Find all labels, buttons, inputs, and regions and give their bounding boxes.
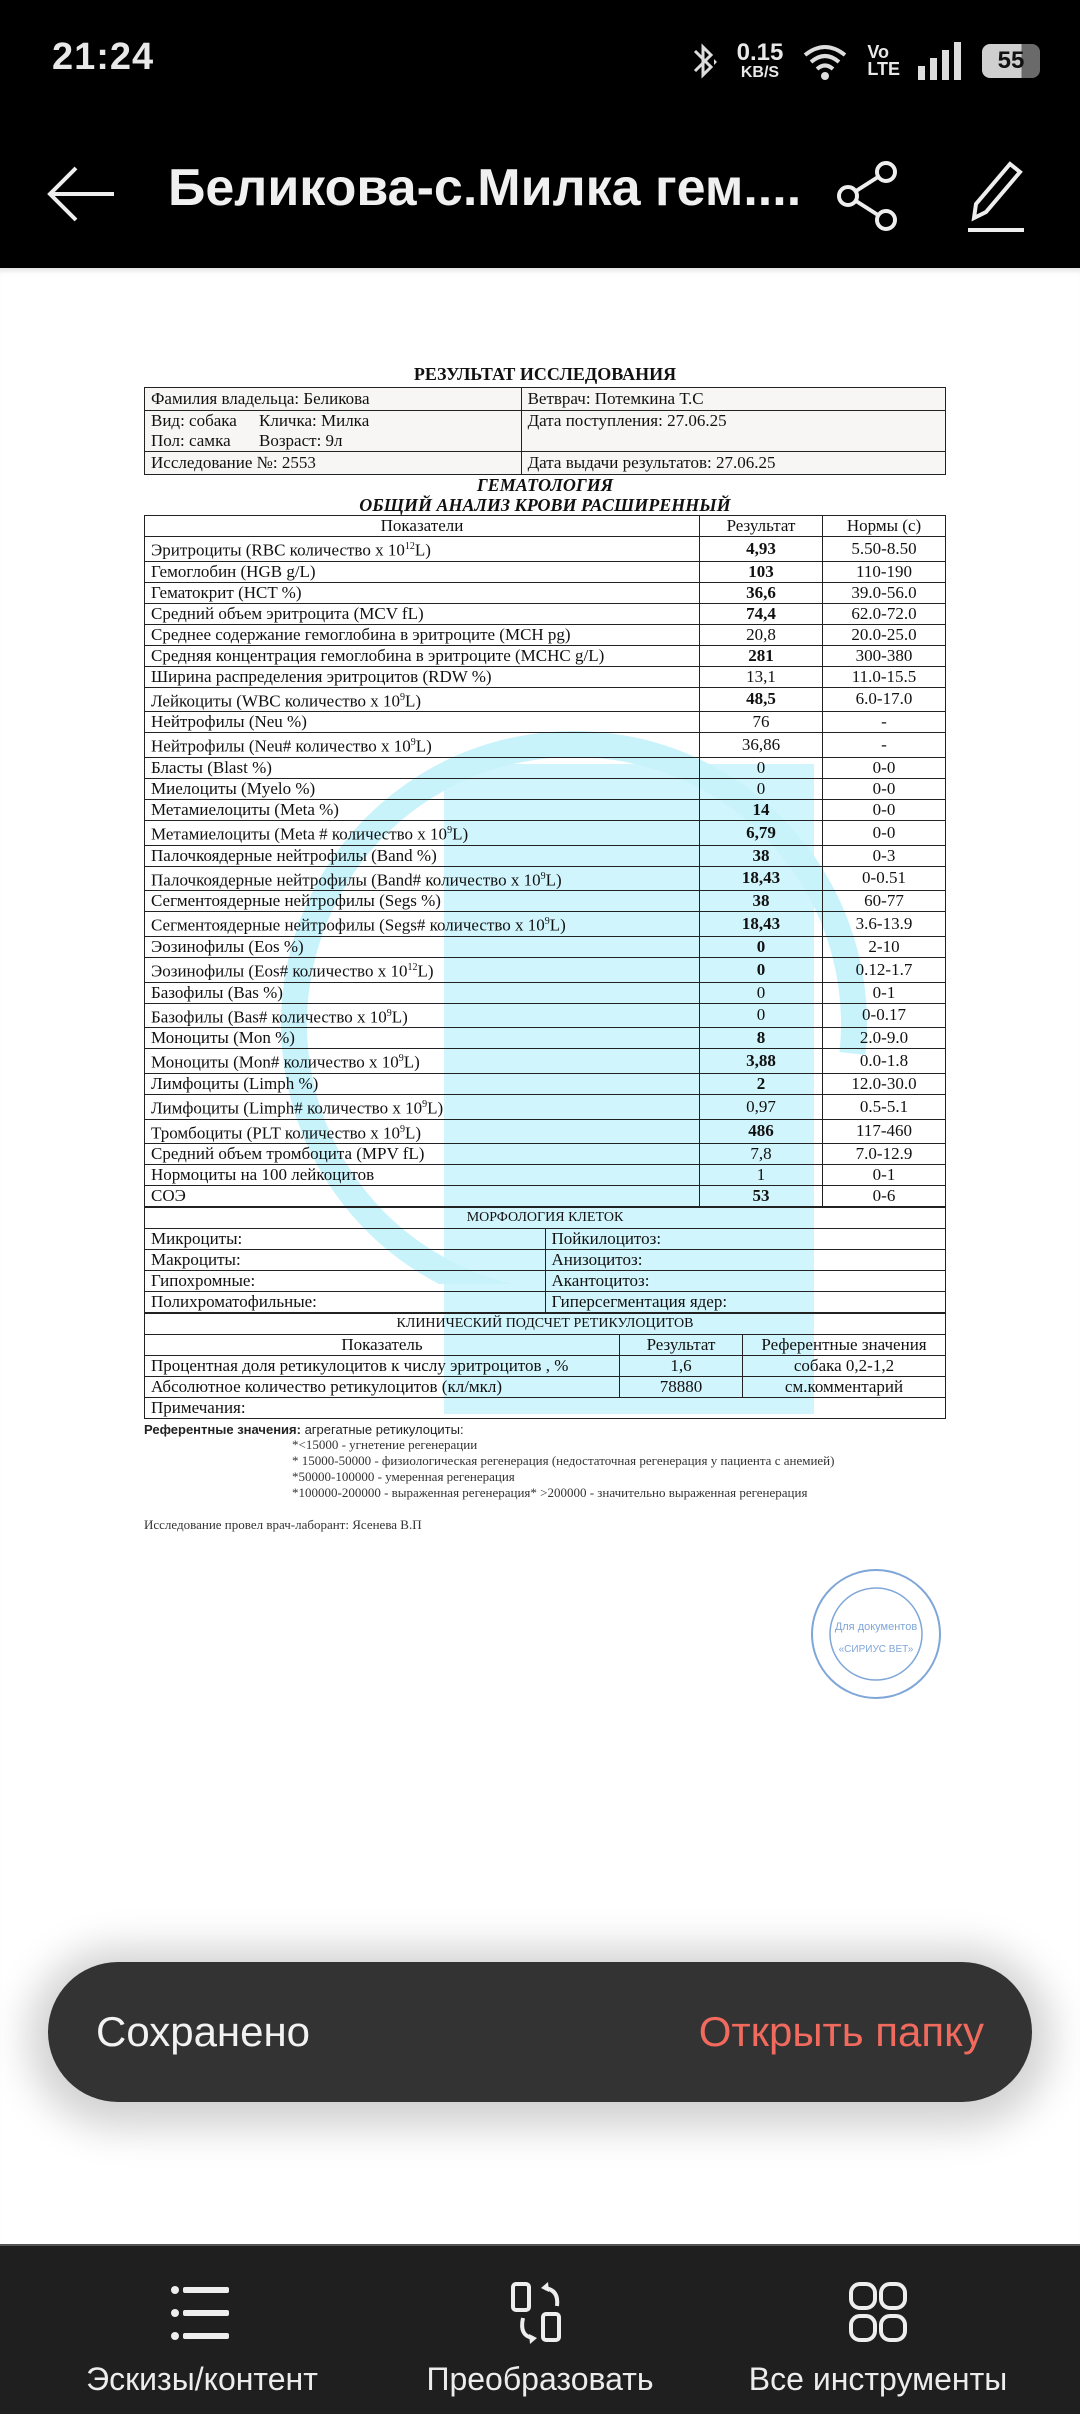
lab-indicator: [145, 757, 700, 778]
unit-exponent: 9: [398, 1053, 404, 1065]
volte-indicator: [867, 41, 900, 79]
indicator-text: Палочкоядерные нейтрофилы (Band %): [151, 845, 437, 865]
indicator-text: Бласты (Blast %): [151, 757, 272, 777]
morphology-field: Гипохромные:: [145, 1271, 546, 1292]
unit-suffix: L): [415, 736, 432, 756]
lab-norm: 5.50-8.50: [823, 537, 946, 562]
network-speed: [736, 39, 784, 81]
indicator-text: Метамиелоциты (Meta # количество х 10: [151, 824, 448, 844]
morphology-title: МОРФОЛОГИЯ КЛЕТОК: [145, 1208, 946, 1229]
remarks-label: Примечания:: [145, 1398, 946, 1419]
unit-suffix: L): [549, 915, 566, 935]
lab-result: 486: [700, 1119, 823, 1144]
lab-row: [145, 982, 946, 1003]
lab-indicator: [145, 1119, 700, 1144]
lab-row: [145, 1028, 946, 1049]
back-button[interactable]: [46, 162, 118, 226]
unit-suffix: L): [417, 961, 434, 981]
lab-result: 2: [700, 1073, 823, 1094]
lab-indicator: [145, 936, 700, 957]
lab-indicator: [145, 845, 700, 866]
unit-suffix: L): [545, 870, 562, 890]
lab-norm: 0-0: [823, 778, 946, 799]
morphology-field: Гиперсегментация ядер:: [545, 1292, 946, 1313]
reticulocyte-table: [144, 1313, 946, 1419]
retic-indicator: Абсолютное количество ретикулоцитов (кл/мкл): [145, 1377, 620, 1398]
lab-row: [145, 891, 946, 912]
lab-row: [145, 1094, 946, 1119]
saved-toast: [48, 1962, 1032, 2102]
lab-norm: 0-1: [823, 1165, 946, 1186]
indicator-text: Лимфоциты (Limph %): [151, 1073, 319, 1093]
indicator-text: Нейтрофилы (Neu# количество х 10: [151, 736, 411, 756]
network-speed-value: 0.15: [736, 39, 784, 66]
lab-norm: 2-10: [823, 936, 946, 957]
lab-indicator: [145, 733, 700, 758]
lab-result: 18,43: [700, 912, 823, 937]
morphology-row: [145, 1292, 946, 1313]
indicator-text: Средний объем тромбоцита (MPV fL): [151, 1144, 425, 1164]
lab-row: [145, 957, 946, 982]
lab-indicator: [145, 799, 700, 820]
sex-field: Пол: самка: [151, 431, 231, 450]
reference-label: Референтные значения:: [144, 1422, 301, 1438]
lab-indicator: [145, 891, 700, 912]
arrow-left-icon: [50, 168, 114, 220]
app-bar: [0, 120, 1080, 268]
lab-indicator: [145, 712, 700, 733]
status-icons: [689, 38, 1040, 84]
retic-row: [145, 1356, 946, 1377]
status-time: 21:24: [52, 36, 155, 78]
lab-result: 6,79: [700, 820, 823, 845]
edit-button[interactable]: [966, 158, 1026, 234]
indicator-text: Нормоциты на 100 лейкоцитов: [151, 1165, 375, 1185]
lab-result: 281: [700, 645, 823, 666]
unit-suffix: L): [405, 691, 422, 711]
indicator-text: Эозинофилы (Eos %): [151, 936, 304, 956]
retic-indicator: Процентная доля ретикулоцитов к числу эритроцитов , %: [145, 1356, 620, 1377]
indicator-text: Среднее содержание гемоглобина в эритроците (MCH pg): [151, 624, 571, 644]
lab-norm: 0-0.17: [823, 1003, 946, 1028]
lab-norm: 39.0-56.0: [823, 582, 946, 603]
convert-icon: [505, 2282, 575, 2344]
lab-norm: 0.0-1.8: [823, 1049, 946, 1074]
lab-norm: -: [823, 733, 946, 758]
lab-row: [145, 687, 946, 712]
lab-result: 8: [700, 1028, 823, 1049]
unit-suffix: L): [427, 1098, 444, 1118]
issued-date: Дата выдачи результатов: 27.06.25: [521, 452, 945, 475]
indicator-text: Базофилы (Bas %): [151, 982, 283, 1002]
reference-line: *50000-100000 - умеренная регенерация: [292, 1469, 515, 1485]
lab-indicator: [145, 820, 700, 845]
lab-indicator: [145, 645, 700, 666]
indicator-text: Средний объем эритроцита (MCV fL): [151, 603, 424, 623]
lab-result: 38: [700, 845, 823, 866]
lab-norm: 2.0-9.0: [823, 1028, 946, 1049]
lab-result: 0: [700, 982, 823, 1003]
lab-norm: 20.0-25.0: [823, 624, 946, 645]
lab-row: [145, 1049, 946, 1074]
lab-norm: 0-0: [823, 820, 946, 845]
lab-indicator: [145, 1186, 700, 1207]
lab-indicator: [145, 561, 700, 582]
lab-norm: 0-0: [823, 757, 946, 778]
open-folder-button[interactable]: Открыть папку: [698, 2008, 984, 2055]
lab-result: 0: [700, 957, 823, 982]
indicator-text: Моноциты (Mon %): [151, 1028, 295, 1048]
pdf-viewer[interactable]: [0, 268, 1080, 2244]
lab-indicator: [145, 537, 700, 562]
lab-row: [145, 799, 946, 820]
indicator-text: Лейкоциты (WBC количество х 10: [151, 691, 401, 711]
indicator-text: Гематокрит (HCT %): [151, 582, 302, 602]
indicator-text: Ширина распределения эритроцитов (RDW %): [151, 666, 492, 686]
indicator-text: Сегментоядерные нейтрофилы (Segs %): [151, 891, 441, 911]
lab-result: 14: [700, 799, 823, 820]
unit-suffix: L): [391, 1007, 408, 1027]
indicator-text: Гемоглобин (HGB g/L): [151, 561, 316, 581]
section-title: ГЕМАТОЛОГИЯ: [476, 475, 614, 495]
pencil-icon: [968, 164, 1024, 230]
status-bar: [0, 0, 1080, 120]
header-indicator: Показатели: [145, 516, 700, 537]
bluetooth-icon: [689, 41, 719, 81]
unit-exponent: 9: [400, 691, 406, 703]
lab-row: [145, 912, 946, 937]
unit-suffix: L): [414, 540, 431, 560]
lab-norm: 0-3: [823, 845, 946, 866]
retic-title: КЛИНИЧЕСКИЙ ПОДСЧЕТ РЕТИКУЛОЦИТОВ: [145, 1314, 946, 1335]
lab-norm: 0-6: [823, 1186, 946, 1207]
lab-result: 48,5: [700, 687, 823, 712]
battery-icon: 55: [982, 44, 1040, 78]
doc-title: РЕЗУЛЬТАТ ИССЛЕДОВАНИЯ: [413, 364, 677, 384]
study-number: Исследование №: 2553: [145, 452, 522, 475]
indicator-text: Базофилы (Bas# количество х 10: [151, 1007, 387, 1027]
lab-result: 53: [700, 1186, 823, 1207]
lab-norm: 3.6-13.9: [823, 912, 946, 937]
section-subtitle: ОБЩИЙ АНАЛИЗ КРОВИ РАСШИРЕННЫЙ: [359, 495, 731, 515]
lab-norm: 0.5-5.1: [823, 1094, 946, 1119]
species-field: Вид: собака: [151, 411, 237, 430]
lab-row: [145, 936, 946, 957]
share-icon: [839, 163, 895, 229]
header-norm: Нормы (с): [823, 516, 946, 537]
unit-exponent: 12: [404, 541, 415, 552]
share-button[interactable]: [836, 160, 900, 232]
lab-indicator: [145, 582, 700, 603]
lab-row: [145, 820, 946, 845]
grid-icon: [843, 2282, 913, 2344]
lab-row: [145, 733, 946, 758]
lab-norm: 11.0-15.5: [823, 666, 946, 687]
lab-norm: 300-380: [823, 645, 946, 666]
lab-row: [145, 561, 946, 582]
unit-exponent: 9: [422, 1098, 428, 1110]
lab-indicator: [145, 603, 700, 624]
lab-norm: 0-0: [823, 799, 946, 820]
retic-header-reference: Референтные значения: [743, 1335, 946, 1356]
all-tools-label: Все инструменты: [748, 2361, 1008, 2397]
morphology-row: [145, 1271, 946, 1292]
lab-result: 4,93: [700, 537, 823, 562]
morphology-field: Микроциты:: [145, 1229, 546, 1250]
lab-result: 103: [700, 561, 823, 582]
lab-indicator: [145, 1144, 700, 1165]
lab-row: [145, 582, 946, 603]
retic-reference: см.комментарий: [743, 1377, 946, 1398]
indicator-text: Метамиелоциты (Meta %): [151, 799, 339, 819]
indicator-text: Палочкоядерные нейтрофилы (Band# количество х 10: [151, 870, 541, 890]
unit-exponent: 12: [407, 961, 418, 973]
lab-row: [145, 537, 946, 562]
indicator-text: Эритроциты (RBC количество х 10: [151, 540, 405, 560]
indicator-text: Нейтрофилы (Neu %): [151, 712, 307, 732]
lab-norm: -: [823, 712, 946, 733]
indicator-text: Сегментоядерные нейтрофилы (Segs# количество х 10: [151, 915, 545, 935]
lab-indicator: [145, 666, 700, 687]
lab-norm: 0-1: [823, 982, 946, 1003]
morphology-table: [144, 1207, 946, 1313]
lab-indicator: [145, 1094, 700, 1119]
lab-indicator: [145, 687, 700, 712]
indicator-text: Миелоциты (Myelo %): [151, 778, 316, 798]
retic-header-result: Результат: [620, 1335, 743, 1356]
owner-field: Фамилия владельца: Беликова: [145, 388, 522, 411]
lab-row: [145, 1186, 946, 1207]
reference-lines: [292, 1437, 946, 1501]
lab-norm: 7.0-12.9: [823, 1144, 946, 1165]
lab-result: 13,1: [700, 666, 823, 687]
reference-line: *<15000 - угнетение регенерации: [292, 1437, 478, 1453]
stamp-name-text: «СИРИУС ВЕТ»: [838, 1644, 914, 1655]
bottom-toolbar: [0, 2244, 1080, 2414]
unit-suffix: L): [405, 1123, 422, 1143]
lab-indicator: [145, 1003, 700, 1028]
lab-norm: 60-77: [823, 891, 946, 912]
lab-row: [145, 624, 946, 645]
stamp-center-text: Для документов: [834, 1621, 918, 1633]
lab-result: 20,8: [700, 624, 823, 645]
stamp-seal: [806, 1564, 946, 1704]
unit-suffix: L): [403, 1052, 420, 1072]
lab-norm: 117-460: [823, 1119, 946, 1144]
lab-result: 36,6: [700, 582, 823, 603]
lab-indicator: [145, 778, 700, 799]
lab-row: [145, 1073, 946, 1094]
vet-field: Ветврач: Потемкина Т.С: [521, 388, 945, 411]
list-icon: [167, 2282, 237, 2344]
indicator-text: Моноциты (Mon# количество х 10: [151, 1052, 399, 1072]
morphology-field: Макроциты:: [145, 1250, 546, 1271]
morphology-field: Полихроматофильные:: [145, 1292, 546, 1313]
reference-intro: агрегатные ретикулоциты:: [300, 1422, 464, 1438]
patient-info-table: [144, 387, 946, 475]
volte-top: Vo: [867, 41, 889, 62]
document-title: Беликова-с.Милка гем....: [168, 159, 802, 217]
name-field: Кличка: Милка: [259, 411, 370, 430]
retic-reference: собака 0,2-1,2: [743, 1356, 946, 1377]
lab-row: [145, 1144, 946, 1165]
reference-line: *100000-200000 - выраженная регенерация* >200000 - значительно выраженная регенерация: [292, 1485, 808, 1501]
lab-row: [145, 845, 946, 866]
received-date: Дата поступления: 27.06.25: [521, 411, 945, 452]
animal-cell: [145, 411, 522, 452]
unit-exponent: 9: [410, 737, 416, 749]
lab-row: [145, 666, 946, 687]
lab-indicator: [145, 866, 700, 891]
lab-results-table: [144, 515, 946, 1207]
lab-result: 1: [700, 1165, 823, 1186]
lab-norm: 110-190: [823, 561, 946, 582]
thumbnails-content-button[interactable]: [22, 2282, 382, 2398]
convert-label: Преобразовать: [426, 2361, 654, 2397]
lab-row: [145, 603, 946, 624]
indicator-text: Лимфоциты (Limph# количество х 10: [151, 1098, 423, 1118]
lab-row: [145, 712, 946, 733]
indicator-text: Средняя концентрация гемоглобина в эритроците (MCHC g/L): [151, 645, 605, 665]
lab-row: [145, 1003, 946, 1028]
all-tools-button[interactable]: [698, 2282, 1058, 2398]
lab-result: 0: [700, 757, 823, 778]
lab-result: 76: [700, 712, 823, 733]
retic-row: [145, 1377, 946, 1398]
lab-indicator: [145, 1165, 700, 1186]
lab-result: 3,88: [700, 1049, 823, 1074]
thumbnails-content-label: Эскизы/контент: [86, 2361, 318, 2397]
indicator-text: Тромбоциты (PLT количество х 10: [151, 1123, 401, 1143]
morphology-field: Акантоцитоз:: [545, 1271, 946, 1292]
toast-message: Сохранено: [96, 2008, 311, 2055]
network-speed-unit: KB/S: [740, 63, 780, 81]
reference-line: * 15000-50000 - физиологическая регенерация (недостаточная регенерация у пациента с анемией): [292, 1453, 835, 1469]
lab-result: 0: [700, 778, 823, 799]
lab-indicator: [145, 1028, 700, 1049]
lab-row: [145, 1119, 946, 1144]
wifi-icon: [801, 41, 849, 81]
morphology-row: [145, 1250, 946, 1271]
age-field: Возраст: 9л: [259, 431, 343, 450]
lab-row: [145, 1165, 946, 1186]
morphology-row: [145, 1229, 946, 1250]
lab-indicator: [145, 624, 700, 645]
morphology-field: Пойкилоцитоз:: [545, 1229, 946, 1250]
convert-button[interactable]: [360, 2282, 720, 2398]
retic-header-row: [145, 1335, 946, 1356]
signal-icon: [918, 42, 964, 80]
indicator-text: Эозинофилы (Eos# количество х 10: [151, 961, 408, 981]
header-result: Результат: [700, 516, 823, 537]
lab-result: 7,8: [700, 1144, 823, 1165]
unit-exponent: 9: [544, 916, 550, 928]
unit-exponent: 9: [540, 870, 546, 882]
lab-indicator: [145, 1073, 700, 1094]
lab-row: [145, 778, 946, 799]
unit-exponent: 9: [386, 1007, 392, 1019]
lab-norm: 6.0-17.0: [823, 687, 946, 712]
lab-result: 38: [700, 891, 823, 912]
volte-bottom: LTE: [867, 59, 900, 79]
lab-norm: 62.0-72.0: [823, 603, 946, 624]
lab-norm: 12.0-30.0: [823, 1073, 946, 1094]
lab-row: [145, 757, 946, 778]
lab-norm: 0.12-1.7: [823, 957, 946, 982]
signed-by: Исследование провел врач-лаборант: Ясенева В.П: [144, 1517, 422, 1533]
document-page: [144, 364, 946, 1533]
lab-header-row: [145, 516, 946, 537]
lab-result: 0,97: [700, 1094, 823, 1119]
lab-indicator: [145, 957, 700, 982]
lab-result: 18,43: [700, 866, 823, 891]
retic-result: 78880: [620, 1377, 743, 1398]
lab-row: [145, 645, 946, 666]
unit-exponent: 9: [447, 824, 453, 836]
lab-result: 0: [700, 1003, 823, 1028]
lab-indicator: [145, 982, 700, 1003]
morphology-field: Анизоцитоз:: [545, 1250, 946, 1271]
reference-notes: [144, 1422, 946, 1501]
unit-exponent: 9: [400, 1123, 406, 1135]
indicator-text: СОЭ: [151, 1186, 186, 1206]
retic-header-indicator: Показатель: [145, 1335, 620, 1356]
lab-norm: 0-0.51: [823, 866, 946, 891]
lab-result: 0: [700, 936, 823, 957]
lab-row: [145, 866, 946, 891]
unit-suffix: L): [452, 824, 469, 844]
lab-indicator: [145, 1049, 700, 1074]
lab-result: 74,4: [700, 603, 823, 624]
retic-result: 1,6: [620, 1356, 743, 1377]
lab-indicator: [145, 912, 700, 937]
lab-result: 36,86: [700, 733, 823, 758]
